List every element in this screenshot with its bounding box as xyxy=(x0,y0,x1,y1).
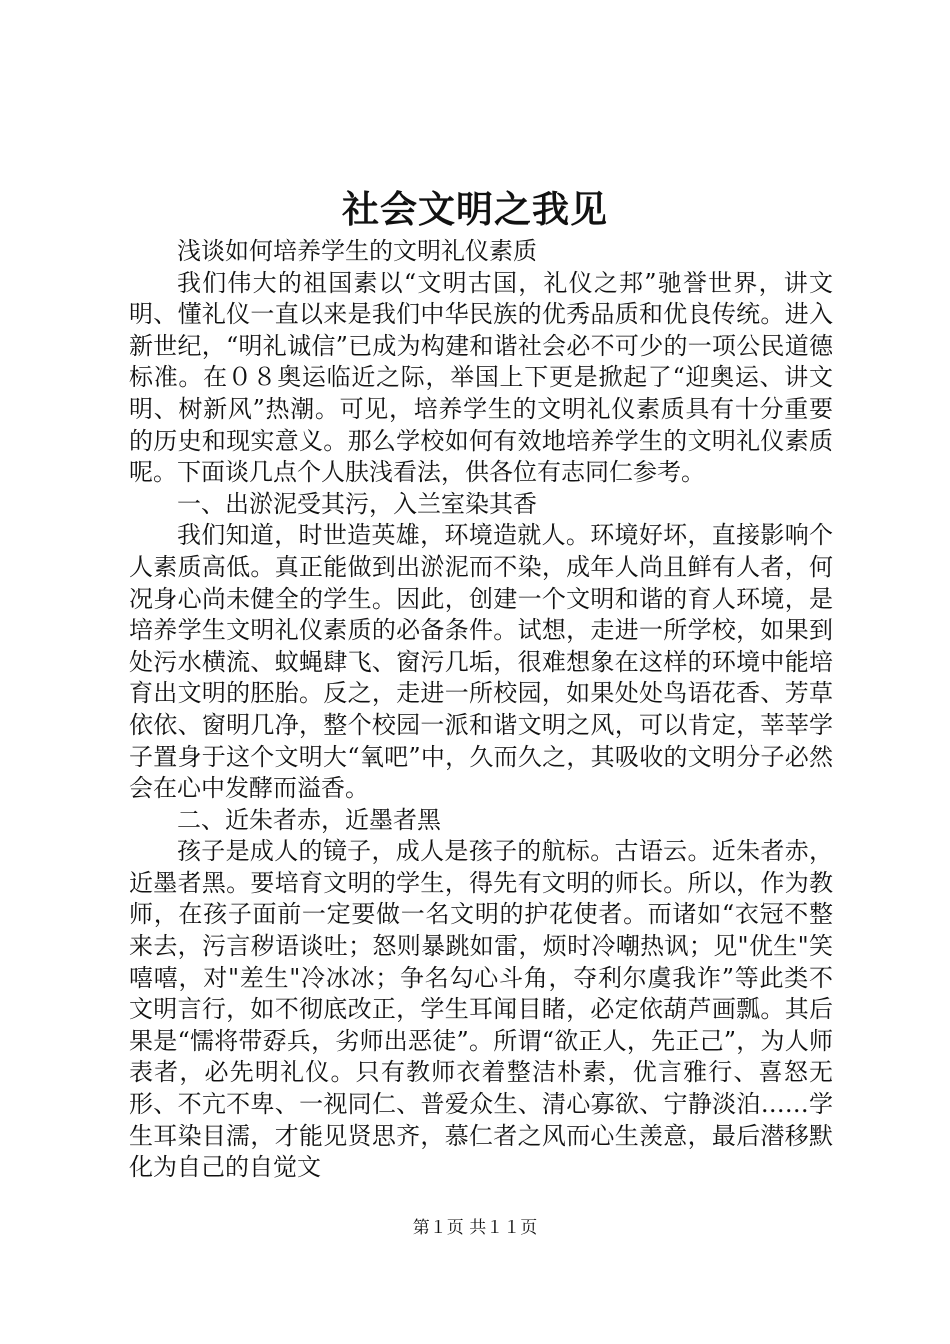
paragraph-section-2: 孩子是成人的镜子，成人是孩子的航标。古语云。近朱者赤，近墨者黑。要培育文明的学生，得先有文明的师长。所以，作为教师，在孩子面前一定要做一名文明的护花使者。而诸如“衣冠不整来去，污言秽语谈吐；怒则暴跳如雷，烦时冷嘲热讽；见"优生"笑嘻嘻，对"差生"冷冰冰；争名勾心斗角，夺利尔虞我诈”等此类不文明言行，如不彻底改正，学生耳闻目睹，必定依葫芦画瓢。其后果是“懦将带孬兵，劣师出恶徒”。所谓“欲正人，先正己”，为人师表者，必先明礼仪。只有教师衣着整洁朴素，优言雅行、喜怒无形、不亢不卑、一视同仁、普爱众生、清心寡欲、宁静淡泊……学生耳染目濡，才能见贤思齐，慕仁者之风而心生羡意，最后潜移默化为自己的自觉文 xyxy=(129,837,833,1182)
paragraph-section-1: 我们知道，时世造英雄，环境造就人。环境好坏，直接影响个人素质高低。真正能做到出淤泥而不染，成年人尚且鲜有人者，何况身心尚未健全的学生。因此，创建一个文明和谐的育人环境，是培养学生文明礼仪素质的必备条件。试想，走进一所学校，如果到处污水横流、蚊蝇肆飞、窗污几垢，很难想象在这样的环境中能培育出文明的胚胎。反之，走进一所校园，如果处处鸟语花香、芳草依依、窗明几净，整个校园一派和谐文明之风，可以肯定，莘莘学子置身于这个文明大“氧吧”中，久而久之，其吸收的文明分子必然会在心中发酵而溢香。 xyxy=(129,521,833,803)
paragraph-intro: 我们伟大的祖国素以“文明古国，礼仪之邦”驰誉世界，讲文明、懂礼仪一直以来是我们中华民族的优秀品质和优良传统。进入新世纪，“明礼诚信”已成为构建和谐社会必不可少的一项公民道德标准。在０８奥运临近之际，举国上下更是掀起了“迎奥运、讲文明、树新风”热潮。可见，培养学生的文明礼仪素质具有十分重要的历史和现实意义。那么学校如何有效地培养学生的文明礼仪素质呢。下面谈几点个人肤浅看法，供各位有志同仁参考。 xyxy=(129,268,833,487)
document-body xyxy=(129,236,833,1184)
document-title: 社会文明之我见 xyxy=(342,187,608,231)
section-heading-2: 二、近朱者赤，近墨者黑 xyxy=(177,805,441,834)
section-heading-1: 一、出淤泥受其污，入兰室染其香 xyxy=(177,489,537,518)
page-footer: 第１页 共１１页 xyxy=(412,1218,538,1238)
paragraph-subtitle: 浅谈如何培养学生的文明礼仪素质 xyxy=(177,237,537,265)
